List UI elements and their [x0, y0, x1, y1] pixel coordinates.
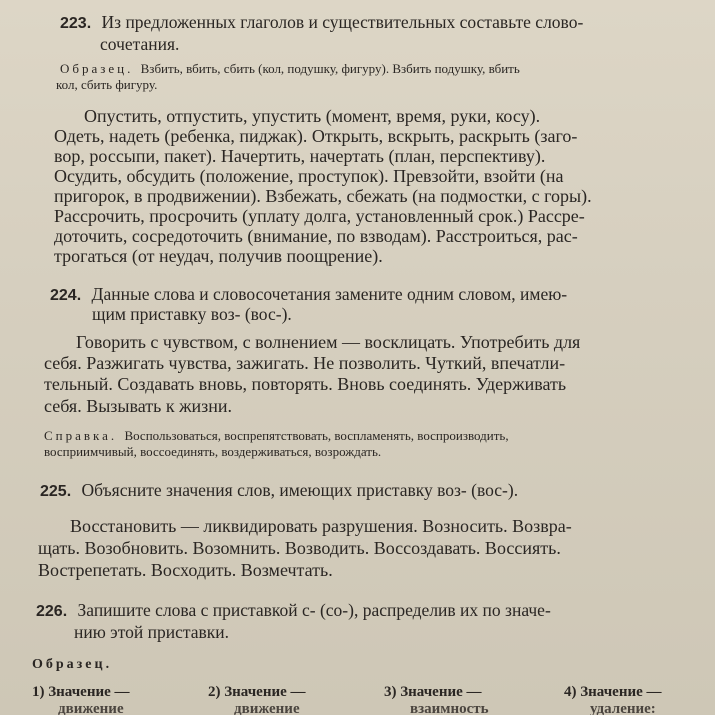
body-line: пригорок, в продвижении). Взбежать, сбежать (на подмостки, с горы). [54, 186, 592, 206]
exercise-number: 223. [60, 15, 92, 32]
body-line: щать. Возобновить. Возомнить. Возводить. Воссоздавать. Воссиять. [38, 538, 561, 558]
body-line: Одеть, надеть (ребенка, пиджак). Открыть, вскрыть, раскрыть (заго- [54, 126, 578, 146]
reference-text: Воспользоваться, воспрепятствовать, воспламенять, воспроизводить, [124, 428, 509, 443]
body-line: себя. Разжигать чувства, зажигать. Не позволить. Чуткий, впечатли- [44, 353, 566, 373]
column-subheading: движение [234, 701, 300, 715]
body-line: Вострепетать. Восходить. Возмечтать. [38, 560, 333, 580]
column-heading: 4) Значение — [564, 684, 662, 700]
column-heading: 2) Значение — [208, 684, 306, 700]
exercise-225-heading [40, 480, 518, 502]
body-line: вор, россыпи, пакет). Начертить, начертать (план, перспективу). [54, 146, 546, 166]
instruction-line: нию этой приставки. [74, 622, 229, 642]
instruction-line: сочетания. [100, 34, 180, 54]
body-line: себя. Вызывать к жизни. [44, 396, 233, 416]
reference-text: восприимчивый, воссоединять, воздерживаться, возрождать. [44, 444, 382, 459]
sample-column [208, 684, 306, 715]
instruction-line: Из предложенных глаголов и существительных составьте слово- [101, 12, 584, 32]
column-heading: 1) Значение — [32, 684, 130, 700]
body-line: Осудить, обсудить (положение, проступок). Превзойти, взойти (на [54, 166, 564, 186]
body-line: доточить, сосредоточить (внимание, по взводам). Расстроиться, рас- [54, 226, 578, 246]
sample-column [32, 684, 130, 715]
exercise-223-heading [60, 12, 583, 34]
body-line: Рассрочить, просрочить (уплату долга, установленный срок.) Рассре- [54, 206, 585, 226]
sample-column [384, 684, 489, 715]
body-line: Опустить, отпустить, упустить (момент, время, руки, косу). [84, 106, 541, 126]
exercise-number: 225. [40, 483, 72, 500]
body-line: тельный. Создавать вновь, повторять. Вновь соединять. Удерживать [44, 374, 567, 394]
exercise-226-heading [36, 600, 551, 622]
instruction-line: Запишите слова с приставкой с- (со-), распределив их по значе- [77, 600, 551, 620]
sample-columns [0, 684, 715, 715]
exercise-224-heading [50, 284, 567, 306]
sample-column [564, 684, 662, 715]
sample-text: кол, сбить фигуру. [56, 77, 158, 92]
column-subheading: удаление: [590, 701, 656, 715]
sample-text: Взбить, вбить, сбить (кол, подушку, фигуру). Взбить подушку, вбить [140, 61, 520, 76]
sample-label: Образец. [32, 657, 113, 672]
column-subheading: движение [58, 701, 124, 715]
instruction-line: щим приставку воз- (вос-). [92, 304, 292, 324]
column-subheading: взаимность [410, 701, 489, 715]
body-line: Говорить с чувством, с волнением — восклицать. Употребить для [76, 332, 581, 352]
reference-block [44, 428, 509, 444]
instruction-line: Объясните значения слов, имеющих приставку воз- (вос-). [81, 480, 519, 500]
reference-label: Справка. [44, 428, 118, 443]
exercise-number: 224. [50, 287, 82, 304]
column-heading: 3) Значение — [384, 684, 482, 700]
exercise-number: 226. [36, 603, 68, 620]
body-line: трогаться (от неудач, получив поощрение). [54, 246, 383, 266]
sample-block [60, 61, 520, 77]
sample-label: Образец. [60, 61, 134, 76]
body-line: Восстановить — ликвидировать разрушения. Возносить. Возвра- [70, 516, 572, 536]
instruction-line: Данные слова и словосочетания замените одним словом, имею- [91, 284, 568, 304]
